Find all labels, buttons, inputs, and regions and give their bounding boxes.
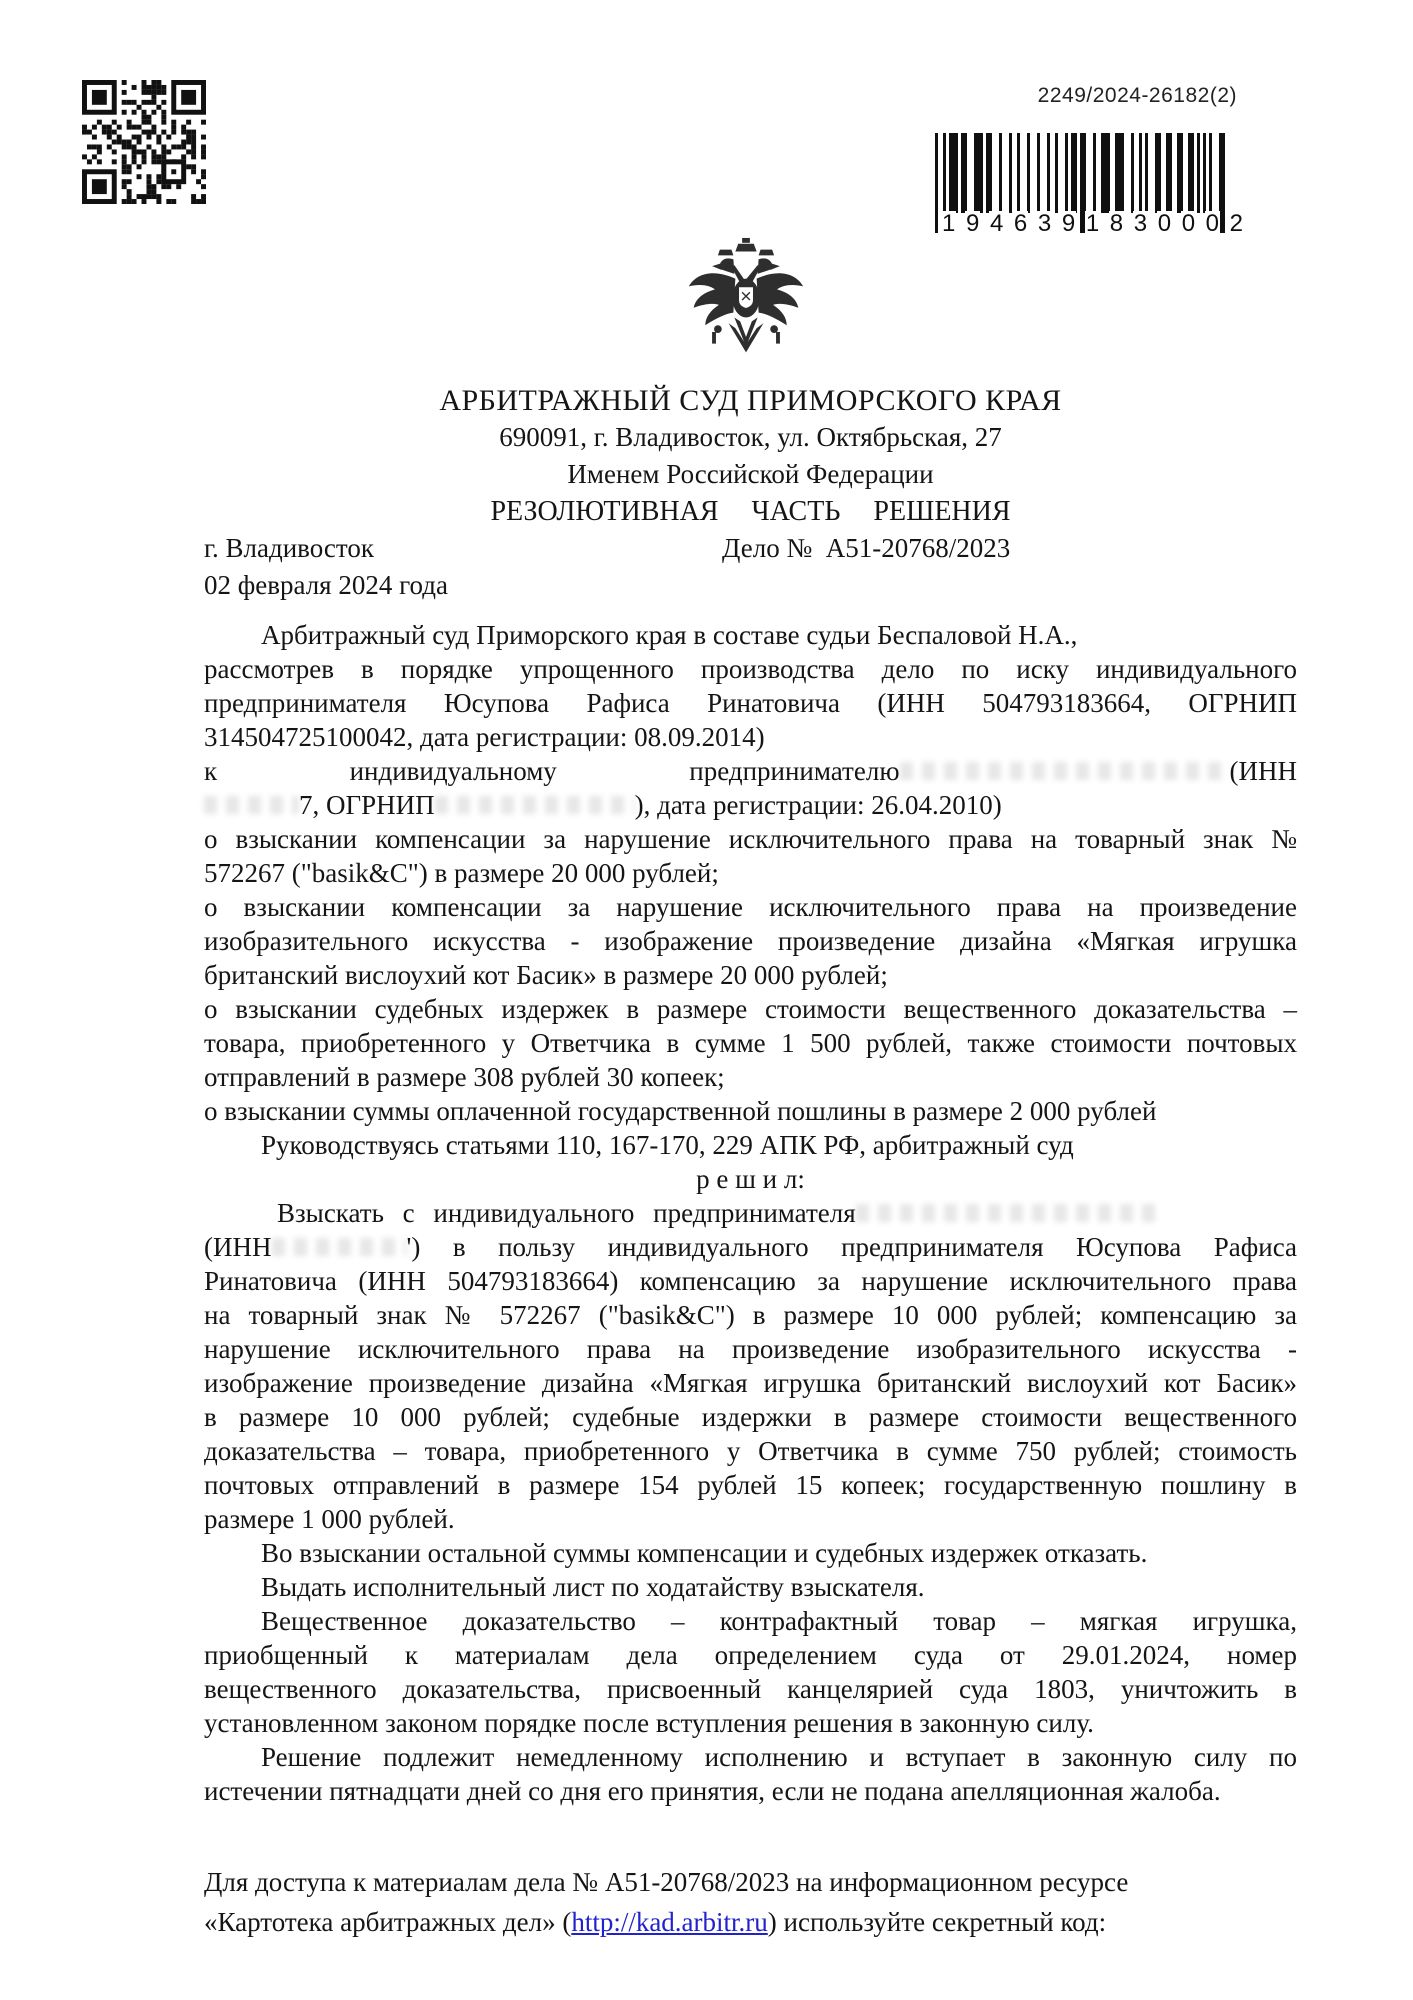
text-line: доказательства – товара, приобретенного у Ответчика в сумме 750 рублей; стоимость (204, 1436, 1297, 1466)
paragraph (204, 652, 1297, 754)
text-line: размере 1 000 рублей. (204, 1504, 455, 1534)
court-address: 690091, г. Владивосток, ул. Октябрьская, 27 (499, 422, 1002, 452)
text-line: изображение произведение дизайна «Мягкая игрушка британский вислоухий кот Басик» (204, 1368, 1297, 1398)
redacted-text (856, 1204, 1156, 1222)
paragraph (204, 1740, 1297, 1808)
document-header (204, 382, 1297, 604)
paragraph (204, 992, 1297, 1094)
text-line: вещественного доказательства, присвоенный канцелярией суда 1803, уничтожить в (204, 1674, 1297, 1704)
content-column (204, 382, 1297, 1942)
text-line: установленном законом порядке после вступления решения в законную силу. (204, 1708, 1094, 1738)
text-line: в размере 10 000 рублей; судебные издержки в размере стоимости вещественного (204, 1402, 1297, 1432)
court-name: АРБИТРАЖНЫЙ СУД ПРИМОРСКОГО КРАЯ (439, 384, 1062, 417)
paragraph (204, 1862, 1297, 1942)
qr-code-icon (82, 80, 206, 204)
barcode-digits: 1 9 4 6 3 9 1 8 3 0 0 0 2 (942, 210, 1243, 237)
text-line: о взыскании суммы оплаченной государственной пошлины в размере 2 000 рублей (204, 1096, 1157, 1126)
document-number: 2249/2024-26182(2) (1037, 84, 1237, 107)
text-line: о взыскании судебных издержек в размере стоимости вещественного доказательства – (204, 994, 1297, 1024)
paragraph (204, 1196, 1297, 1230)
paragraph (204, 1536, 1297, 1570)
redacted-text (435, 796, 635, 814)
redacted-text (204, 796, 299, 814)
text-line: изобразительного искусства - изображение произведение дизайна «Мягкая игрушка (204, 926, 1297, 956)
text-line: рассмотрев в порядке упрощенного производства дело по иску индивидуального (204, 654, 1297, 684)
text-line: Для доступа к материалам дела № А51-20768/2023 на информационном ресурсе (204, 1867, 1129, 1897)
text-line: товара, приобретенного у Ответчика в сумме 1 500 рублей, также стоимости почтовых (204, 1028, 1297, 1058)
text-line: 7, ОГРНИП ), дата регистрации: 26.04.2010) (204, 788, 1297, 822)
text-line: нарушение исключительного права на произведение изобразительного искусства - (204, 1334, 1297, 1364)
paragraph (204, 822, 1297, 890)
kad-arbitr-link[interactable]: http://kad.arbitr.ru (571, 1907, 768, 1937)
document-body (204, 618, 1297, 1808)
case-row (204, 530, 1297, 567)
paragraph (204, 1162, 1297, 1196)
paragraph (204, 1230, 1297, 1536)
text-line: истечении пятнадцати дней со дня его принятия, если не подана апелляционная жалоба. (204, 1776, 1221, 1806)
text-line: «Картотека арбитражных дел» (http://kad.arbitr.ru) используйте секретный код: (204, 1907, 1107, 1937)
paragraph (204, 618, 1297, 652)
text-line: 314504725100042, дата регистрации: 08.09.2014) (204, 722, 765, 752)
text-line: о взыскании компенсации за нарушение исключительного права на произведение (204, 892, 1297, 922)
redacted-text (272, 1238, 407, 1256)
paragraph (204, 754, 1297, 822)
document-footer (204, 1862, 1297, 1942)
text-line: Решение подлежит немедленному исполнению и вступает в законную силу по (261, 1742, 1297, 1772)
coat-of-arms-russia-icon (683, 234, 809, 366)
text-line: (ИНН ') в пользу индивидуального предпринимателя Юсупова Рафиса (204, 1232, 1297, 1262)
decision-date: 02 февраля 2024 года (204, 570, 448, 600)
text-line: к индивидуальному предпринимателю (ИНН (204, 756, 1297, 786)
document-type-title: РЕЗОЛЮТИВНАЯ ЧАСТЬ РЕШЕНИЯ (490, 496, 1011, 527)
barcode (935, 133, 1250, 237)
text-line: Ринатовича (ИНН 504793183664) компенсацию за нарушение исключительного права (204, 1266, 1297, 1296)
paragraph (204, 1128, 1297, 1162)
paragraph (204, 1604, 1297, 1740)
text-line: Руководствуясь статьями 110, 167-170, 229 АПК РФ, арбитражный суд (261, 1130, 1074, 1160)
paragraph (204, 1094, 1297, 1128)
text-line: на товарный знак № 572267 ("basik&C") в размере 10 000 рублей; компенсацию за (204, 1300, 1297, 1330)
text-line: отправлений в размере 308 рублей 30 копеек; (204, 1062, 725, 1092)
case-number: Дело № А51-20768/2023 (722, 533, 1011, 563)
city-label: г. Владивосток (204, 533, 374, 563)
text-line: Вещественное доказательство – контрафактный товар – мягкая игрушка, (261, 1606, 1297, 1636)
in-the-name-line: Именем Российской Федерации (567, 459, 934, 489)
redacted-text (900, 762, 1230, 780)
paragraph (204, 890, 1297, 992)
text-line: р е ш и л: (696, 1164, 805, 1194)
paragraph (204, 1570, 1297, 1604)
text-line: 572267 ("basik&C") в размере 20 000 рублей; (204, 858, 719, 888)
text-line: приобщенный к материалам дела определением суда от 29.01.2024, номер (204, 1640, 1297, 1670)
text-line: британский вислоухий кот Басик» в размере 20 000 рублей; (204, 960, 888, 990)
text-line: Взыскать с индивидуального предпринимателя (204, 1196, 1297, 1230)
text-line: предпринимателя Юсупова Рафиса Ринатовича (ИНН 504793183664, ОГРНИП (204, 688, 1297, 718)
text-line: о взыскании компенсации за нарушение исключительного права на товарный знак № (204, 824, 1297, 854)
text-line: Выдать исполнительный лист по ходатайству взыскателя. (261, 1572, 925, 1602)
text-line: Во взыскании остальной суммы компенсации и судебных издержек отказать. (261, 1538, 1148, 1568)
text-line: Арбитражный суд Приморского края в составе судьи Беспаловой Н.А., (261, 620, 1078, 650)
text-line: почтовых отправлений в размере 154 рублей 15 копеек; государственную пошлину в (204, 1470, 1297, 1500)
